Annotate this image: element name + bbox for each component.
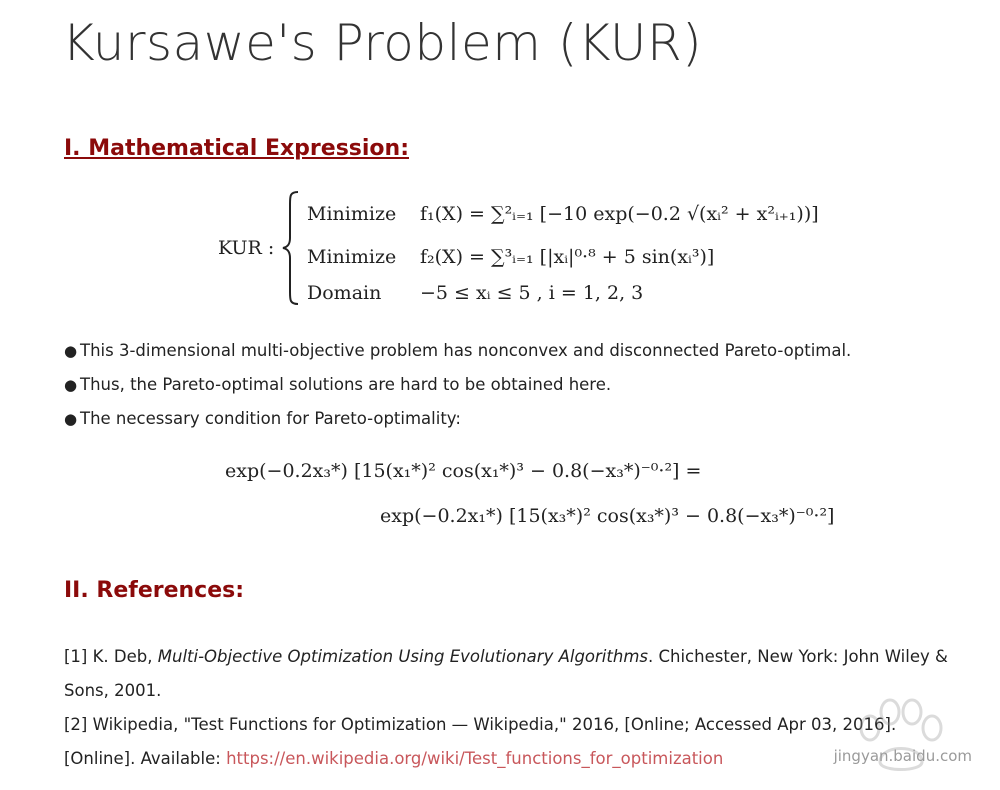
watermark-text: jingyan.baidu.com: [833, 747, 972, 765]
condition-line-2: exp(−0.2x₁*) [15(x₃*)² cos(x₃*)³ − 0.8(−x₃*)⁻⁰·²]: [380, 505, 835, 527]
condition-line-1: exp(−0.2x₃*) [15(x₁*)² cos(x₁*)³ − 0.8(−x₃*)⁻⁰·²] =: [225, 460, 702, 482]
reference-1-title: Multi-Objective Optimization Using Evolutionary Algorithms: [157, 647, 648, 666]
bullet-list: [64, 338, 851, 440]
row1-expression: f₁(X) = ∑²ᵢ₌₁ [−10 exp(−0.2 √(xᵢ² + x²ᵢ₊₁))]: [420, 203, 819, 225]
reference-2: [2] Wikipedia, "Test Functions for Optimization — Wikipedia," 2016, [Online; Accessed Apr 03, 2016]. [Online]. Available: https://en.wikipedia.org/wiki/Test_functions_for_optimization: [64, 715, 897, 768]
row3-label: Domain: [307, 282, 382, 304]
system-label: KUR :: [218, 237, 275, 259]
references-list: [64, 640, 964, 776]
row2-expression: f₂(X) = ∑³ᵢ₌₁ [|xᵢ|⁰·⁸ + 5 sin(xᵢ³)]: [420, 246, 715, 268]
section-heading-math: I. Mathematical Expression:: [64, 136, 409, 161]
list-item: [64, 338, 851, 372]
bullet-text: The necessary condition for Pareto-optimality:: [80, 409, 461, 428]
bullet-dot: ●: [64, 376, 78, 394]
list-item: [64, 372, 851, 406]
bullet-dot: ●: [64, 410, 78, 428]
row1-label: Minimize: [307, 203, 397, 225]
section-heading-references: II. References:: [64, 578, 245, 603]
bullet-text: Thus, the Pareto-optimal solutions are hard to be obtained here.: [80, 375, 612, 394]
row2-label: Minimize: [307, 246, 397, 268]
reference-1: [1] K. Deb, Multi-Objective Optimization Using Evolutionary Algorithms. Chichester, New York: John Wiley & Sons, 2001.: [64, 647, 948, 700]
paw-watermark-icon: [840, 690, 970, 780]
left-brace: [282, 190, 300, 306]
list-item: [64, 406, 851, 440]
bullet-dot: ●: [64, 342, 78, 360]
row3-expression: −5 ≤ xᵢ ≤ 5 , i = 1, 2, 3: [420, 282, 644, 304]
reference-link[interactable]: https://en.wikipedia.org/wiki/Test_functions_for_optimization: [226, 749, 724, 768]
page-title: Kursawe's Problem (KUR): [62, 14, 703, 72]
bullet-text: This 3-dimensional multi-objective problem has nonconvex and disconnected Pareto-optimal.: [80, 341, 852, 360]
